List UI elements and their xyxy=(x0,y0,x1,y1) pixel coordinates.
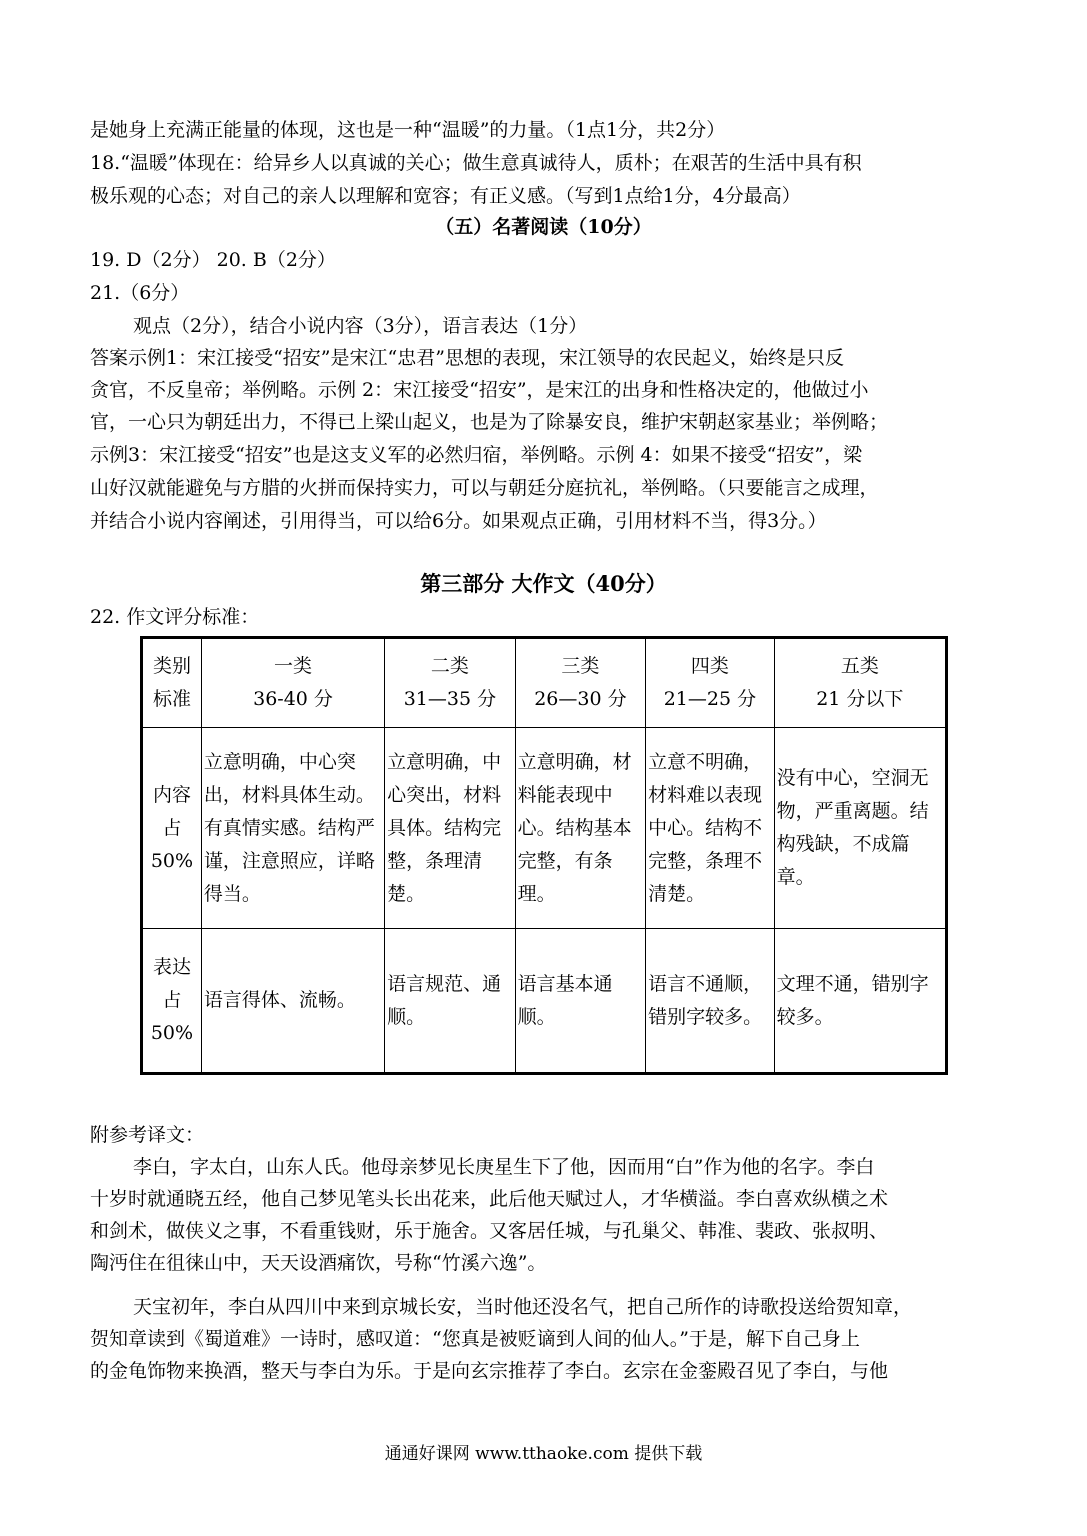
column-name: 四类 xyxy=(690,655,729,677)
table-cell: 语言规范、通顺。 xyxy=(385,929,516,1074)
corner-bottom: 标准 xyxy=(152,688,191,710)
column-range: 21 分以下 xyxy=(816,688,904,710)
table-cell: 立意明确，中心突出，材料具体。结构完整，条理清楚。 xyxy=(385,728,516,929)
section-heading: （五）名著阅读（10分） xyxy=(435,216,652,238)
translation-line: 贺知章读到《蜀道难》一诗时，感叹道：“您真是被贬谪到人间的仙人。”于是，解下自己身上 xyxy=(90,1328,860,1350)
translation-line: 天宝初年，李白从四川中来到京城长安，当时他还没名气，把自己所作的诗歌投送给贺知章， xyxy=(133,1296,913,1318)
question-22: 22. 作文评分标准： xyxy=(90,606,260,628)
part-heading: 第三部分 大作文（40分） xyxy=(420,571,667,596)
translation-line: 的金龟饰物来换酒，整天与李白为乐。于是向玄宗推荐了李白。玄宗在金銮殿召见了李白，与他 xyxy=(90,1360,889,1382)
table-row-content xyxy=(142,728,947,929)
column-name: 二类 xyxy=(430,655,469,677)
translation-line: 十岁时就通晓五经，他自己梦见笔头长出花来，此后他天赋过人，才华横溢。李白喜欢纵横之术 xyxy=(90,1188,889,1210)
table-cell: 语言不通顺，错别字较多。 xyxy=(646,929,775,1074)
table-cell: 文理不通，错别字较多。 xyxy=(774,929,946,1074)
answer-19-20: 19. D（2分） 20. B（2分） xyxy=(90,249,336,271)
column-range: 36-40 分 xyxy=(253,688,333,710)
corner-top: 类别 xyxy=(152,655,191,677)
grading-table xyxy=(140,636,948,1075)
answer-21-line-1: 答案示例1：宋江接受“招安”是宋江“忠君”思想的表现，宋江领导的农民起义，始终是只反 xyxy=(90,347,844,369)
corner-cell xyxy=(142,638,202,728)
table-cell: 语言基本通顺。 xyxy=(515,929,646,1074)
page-footer: 通通好课网 www.tthaoke.com 提供下载 xyxy=(384,1444,703,1464)
row-label: 占 xyxy=(162,989,182,1011)
row-label: 50% xyxy=(150,849,194,872)
table-row-expression xyxy=(142,929,947,1074)
column-name: 五类 xyxy=(840,655,879,677)
translation-line: 和剑术，做侠义之事，不看重钱财，乐于施舍。又客居任城，与孔巢父、韩准、裴政、张叔明、 xyxy=(90,1220,889,1242)
answer-21-heading: 21.（6分） xyxy=(90,282,190,304)
column-range: 21—25 分 xyxy=(663,688,757,710)
answer-21-line-5: 山好汉就能避免与方腊的火拼而保持实力，可以与朝廷分庭抗礼，举例略。（只要能言之成理， xyxy=(90,477,879,499)
answer-21-line-2: 贪官，不反皇帝；举例略。示例 2：宋江接受“招安”，是宋江的出身和性格决定的，他做过小 xyxy=(90,379,869,401)
translation-line: 李白，字太白，山东人氏。他母亲梦见长庚星生下了他，因而用“白”作为他的名字。李白 xyxy=(133,1156,875,1178)
column-range: 26—30 分 xyxy=(534,688,627,710)
column-header xyxy=(385,638,516,728)
reference-title: 附参考译文： xyxy=(90,1124,205,1146)
answer-21-line-3: 官，一心只为朝廷出力，不得已上梁山起义，也是为了除暴安良，维护宋朝赵家基业；举例略； xyxy=(90,411,889,433)
column-range: 31—35 分 xyxy=(403,688,497,710)
table-cell: 立意不明确，材料难以表现中心。结构不完整，条理不清楚。 xyxy=(646,728,775,929)
table-cell: 没有中心，空洞无物，严重离题。结构残缺，不成篇章。 xyxy=(774,728,946,929)
row-header xyxy=(142,728,202,929)
table-header-row xyxy=(142,638,947,728)
column-header xyxy=(646,638,775,728)
table-cell: 语言得体、流畅。 xyxy=(201,929,384,1074)
column-name: 一类 xyxy=(274,655,313,677)
row-label: 占 xyxy=(162,816,182,839)
row-label: 内容 xyxy=(152,783,191,806)
answer-18-line-1: 18.“温暖”体现在：给异乡人以真诚的关心；做生意真诚待人，质朴；在艰苦的生活中具有积 xyxy=(90,152,862,174)
answer-18-line-2: 极乐观的心态；对自己的亲人以理解和宽容；有正义感。（写到1点给1分，4分最高） xyxy=(90,185,801,207)
text-line: 是她身上充满正能量的体现，这也是一种“温暖”的力量。（1点1分，共2分） xyxy=(90,119,726,141)
column-name: 三类 xyxy=(561,655,600,677)
column-header xyxy=(201,638,384,728)
translation-line: 陶沔住在徂徕山中，天天设酒痛饮，号称“竹溪六逸”。 xyxy=(90,1252,547,1274)
answer-21-line-6: 并结合小说内容阐述，引用得当，可以给6分。如果观点正确，引用材料不当，得3分。） xyxy=(90,510,827,532)
table-cell: 立意明确，材料能表现中心。结构基本完整，有条理。 xyxy=(515,728,646,929)
row-label: 表达 xyxy=(152,956,191,978)
row-header xyxy=(142,929,202,1074)
answer-21-criteria: 观点（2分），结合小说内容（3分），语言表达（1分） xyxy=(133,315,588,337)
answer-21-line-4: 示例3：宋江接受“招安”也是这支义军的必然归宿，举例略。示例 4：如果不接受“招安”，梁 xyxy=(90,444,863,466)
table-cell: 立意明确，中心突出，材料具体生动。有真情实感。结构严谨，注意照应，详略得当。 xyxy=(201,728,384,929)
column-header xyxy=(515,638,646,728)
column-header xyxy=(774,638,946,728)
row-label: 50% xyxy=(150,1022,194,1044)
